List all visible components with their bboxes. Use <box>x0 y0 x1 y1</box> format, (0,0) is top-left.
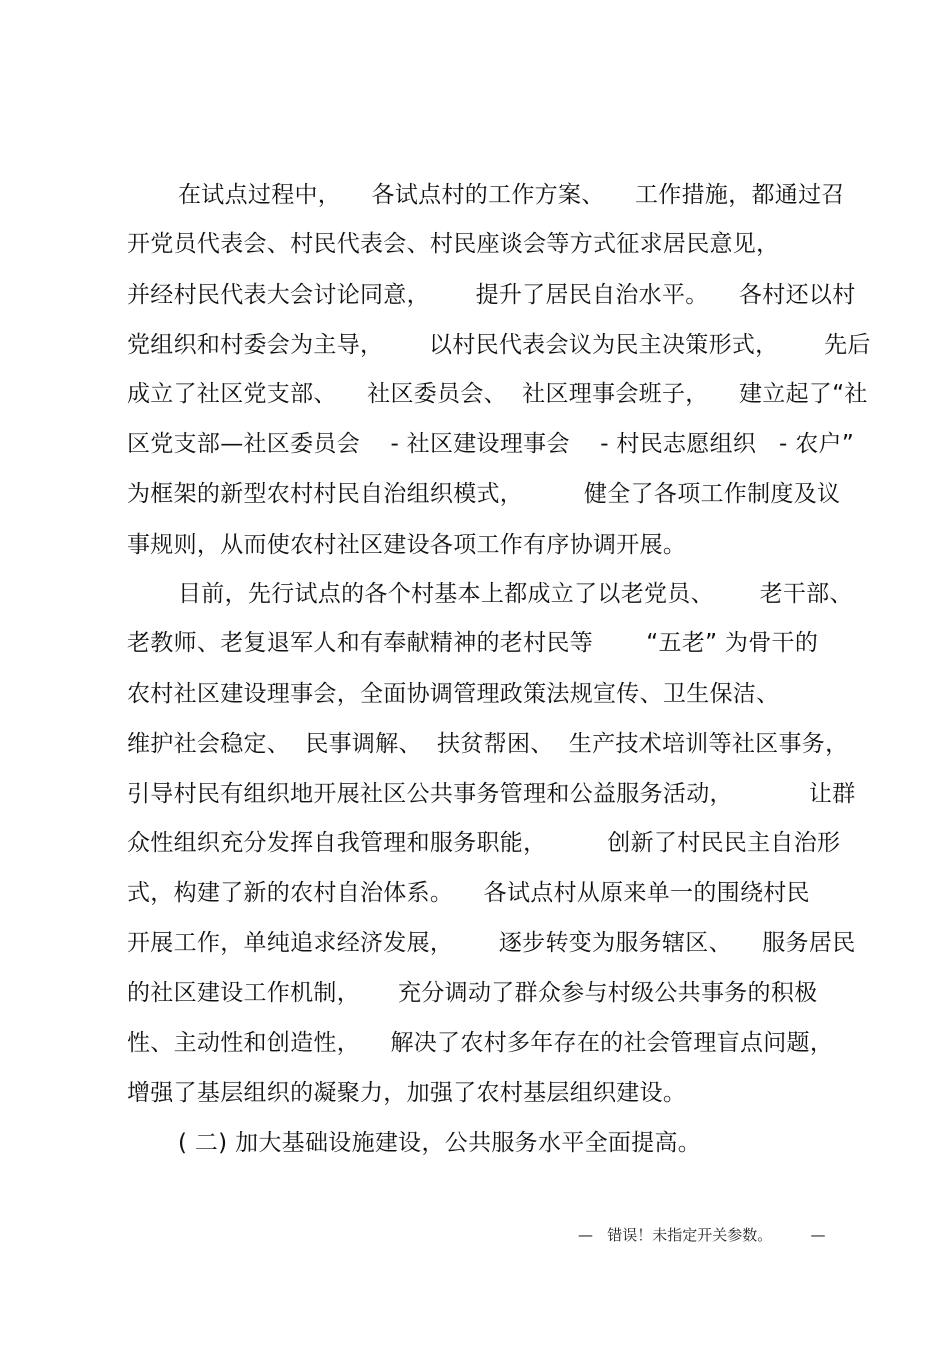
paragraph-2-line-11: 增强了基层组织的凝聚力，加强了农村基层组织建设。 <box>127 1080 687 1106</box>
paragraph-2-line-4: 维护社会稳定、 民事调解、 扶贫帮困、 生产技术培训等社区事务， <box>127 731 849 757</box>
paragraph-1-line-5: 成立了社区党支部、 社区委员会、 社区理事会班子， 建立起了“社 <box>127 381 868 407</box>
paragraph-2-line-6: 众性组织充分发挥自我管理和服务职能， 创新了村民民主自治形 <box>127 830 841 856</box>
paragraph-2-line-9: 的社区建设工作机制， 充分调动了群众参与村级公共事务的积极 <box>127 980 818 1006</box>
paragraph-2-line-7: 式，构建了新的农村自治体系。 各试点村从原来单一的围绕村民 <box>127 880 810 906</box>
paragraph-1-line-6: 区党支部—社区委员会 - 社区建设理事会 - 村民志愿组织 - 农户” <box>127 431 855 457</box>
paragraph-1-line-3: 并经村民代表大会讨论同意， 提升了居民自治水平。 各村还以村 <box>127 282 856 308</box>
paragraph-1-line-7: 为框架的新型农村村民自治组织模式， 健全了各项工作制度及议 <box>127 481 841 507</box>
paragraph-1-line-4: 党组织和村委会为主导， 以村民代表会议为民主决策形式， 先后 <box>127 332 871 358</box>
section-heading: ( 二) 加大基础设施建设，公共服务水平全面提高。 <box>178 1130 702 1156</box>
paragraph-1-line-1: 在试点过程中， 各试点村的工作方案、 工作措施，都通过召 <box>178 182 845 208</box>
paragraph-1-line-2: 开党员代表会、村民代表会、村民座谈会等方式征求居民意见， <box>127 231 780 257</box>
paragraph-2-line-1: 目前，先行试点的各个村基本上都成立了以老党员、 老干部、 <box>178 581 853 607</box>
paragraph-2-line-5: 引导村民有组织地开展社区公共事务管理和公益服务活动， 让群 <box>127 781 856 807</box>
paragraph-2-line-2: 老教师、老复退军人和有奉献精神的老村民等 “五老” 为骨干的 <box>127 630 819 656</box>
paragraph-2-line-3: 农村社区建设理事会，全面协调管理政策法规宣传、卫生保洁、 <box>127 681 780 707</box>
page-footer: — 错误！未指定开关参数。 — <box>578 1226 826 1244</box>
paragraph-2-line-10: 性、主动性和创造性， 解决了农村多年存在的社会管理盲点问题， <box>127 1030 834 1056</box>
paragraph-2-line-8: 开展工作，单纯追求经济发展， 逐步转变为服务辖区、 服务居民 <box>127 930 856 956</box>
paragraph-1-line-8: 事规则，从而使农村社区建设各项工作有序协调开展。 <box>127 532 687 558</box>
